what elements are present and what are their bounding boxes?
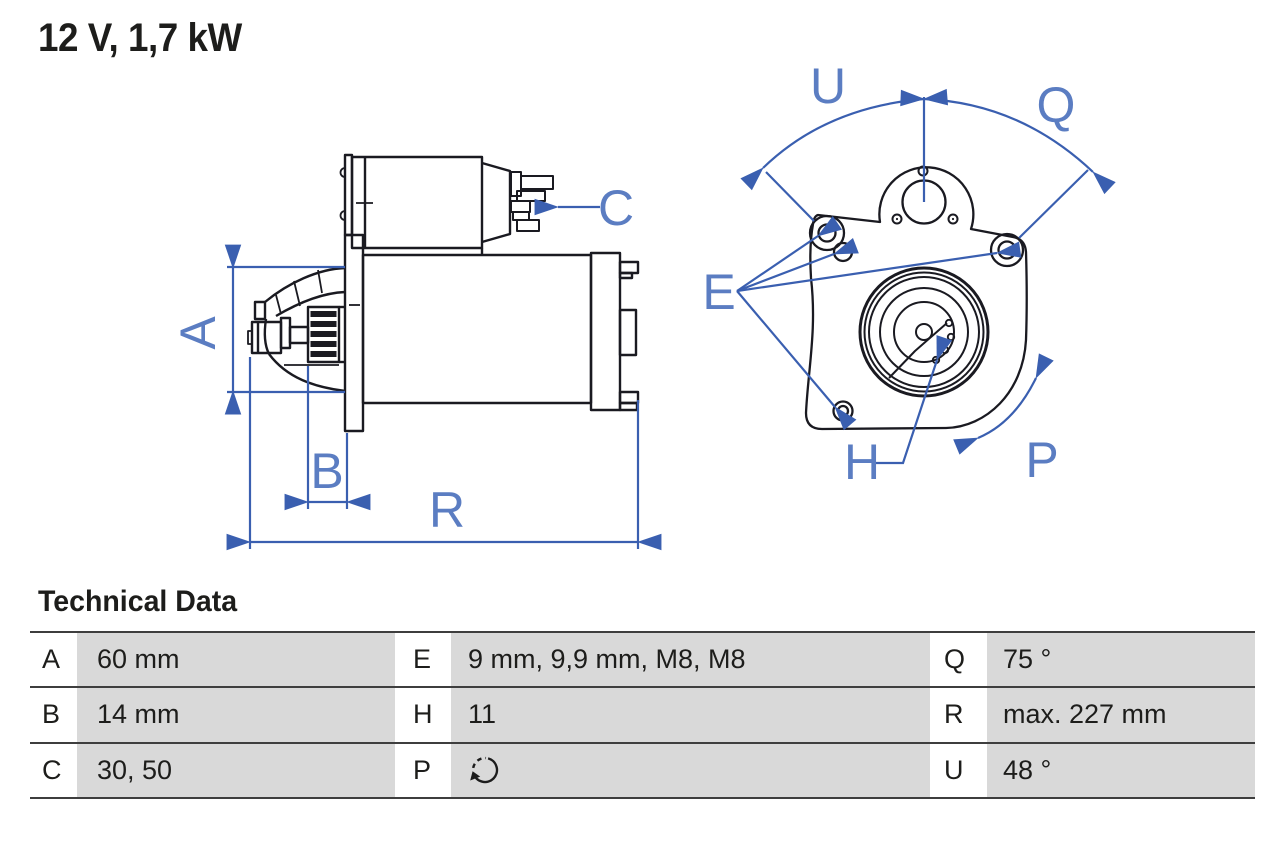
dim-label-p: P	[1025, 432, 1059, 488]
dim-label-e: E	[702, 264, 736, 320]
pinion-gear	[308, 307, 345, 362]
spec-value: 9 mm, 9,9 mm, M8, M8	[451, 633, 930, 686]
page-title: 12 V, 1,7 kW	[38, 16, 242, 60]
spec-value: 11	[451, 688, 930, 741]
mounting-flange	[345, 235, 363, 431]
motor-body	[363, 255, 591, 403]
front-view-dimensions	[737, 97, 1093, 463]
spec-key: R	[930, 688, 987, 741]
spec-value: 14 mm	[77, 688, 395, 741]
dim-label-q: Q	[1036, 77, 1076, 133]
dim-label-a: A	[170, 316, 226, 350]
spec-key: C	[30, 744, 77, 797]
spec-key: P	[395, 744, 451, 797]
rotation-ccw-icon	[468, 753, 502, 787]
dim-label-c: C	[597, 180, 635, 236]
spec-value: 60 mm	[77, 633, 395, 686]
table-row	[30, 742, 1255, 797]
dim-label-h: H	[843, 434, 881, 490]
technical-data-table	[30, 631, 1255, 799]
table-row	[30, 631, 1255, 686]
spec-key: U	[930, 744, 987, 797]
side-view-drawing	[248, 155, 638, 431]
dim-label-r: R	[428, 482, 466, 538]
drive-end-housing	[248, 268, 345, 391]
terminal-studs	[511, 172, 553, 231]
dim-label-b: B	[310, 443, 344, 499]
front-flange-outline	[806, 167, 1027, 429]
spec-value	[451, 744, 930, 797]
spec-value: 75 °	[987, 633, 1255, 686]
spec-key: B	[30, 688, 77, 741]
spec-value: 30, 50	[77, 744, 395, 797]
bearing-circles	[860, 268, 988, 396]
dim-label-u: U	[809, 58, 847, 114]
spec-key: E	[395, 633, 451, 686]
mounting-holes	[810, 216, 1023, 421]
spec-key: H	[395, 688, 451, 741]
rotation-arc-p	[978, 378, 1036, 438]
table-row	[30, 686, 1255, 741]
spec-key: Q	[930, 633, 987, 686]
spec-value: max. 227 mm	[987, 688, 1255, 741]
spec-value: 48 °	[987, 744, 1255, 797]
technical-data-heading: Technical Data	[38, 585, 238, 618]
spec-key: A	[30, 633, 77, 686]
front-view-drawing	[806, 167, 1027, 430]
